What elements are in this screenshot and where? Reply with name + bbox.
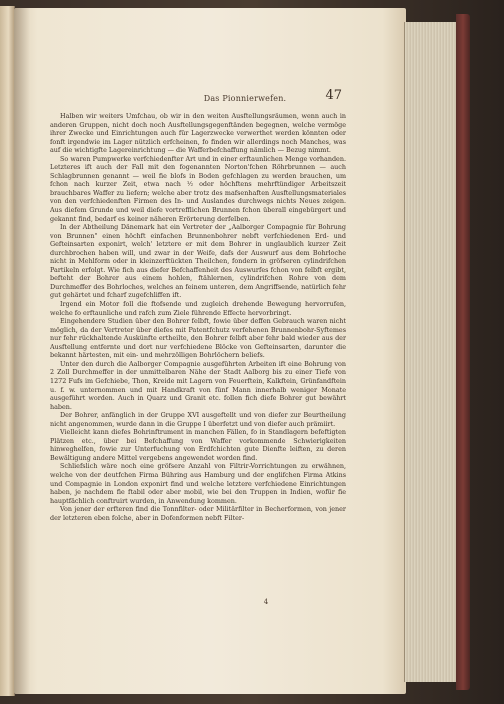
gutter-shadow [14,8,30,694]
paragraph: Schliefslich wäre noch eine gröfsere Anzahl von Filtrir-Vorrichtungen zu erwähnen, welche von der deutfchen Firma Bühring aus Hamburg und der englifchen Firma Atkins und Compagnie in London exponirt find und welche letztere verfchiedene Einrichtungen haben, je nachdem fie ftabil oder aber mobil, wie bei den Truppen in Indien, wofür fie hauptfächlich conftruirt wurden, in Anwendung kommen. [50,462,346,505]
paragraph: In der Abtheilung Dänemark hat ein Vertreter der „Aalborger Compagnie für Bohrung von Brunnen" einen höchft einfachen Brunnenbohrer nebft verfchiedenen Erd- und Gefteinsarten exponirt, welch' letztere er mit dem Bohrer in unglaublich kurzer Zeit durchbrochen haben will, und zwar in der Weife, dafs der Auswurf aus dem Bohrloche nicht in Mehlform oder in kleinzerftückten Theilchen, fondern in gröfseren cylindrifchen Partikeln erfolgt. Wie fich aus diefer Befchaffenheit des Auswurfes fchon von felbft ergibt, befteht der Bohrer aus einem hohlen, ftählernen, cylindrifchen Rohre von dem Durchmeffer des Bohrloches, welches an feinem unteren, dem Angriffsende, natürlich fehr gut gehärtet und fcharf zugefchliffen ift. [50,223,346,300]
paragraph: Der Bohrer, anfänglich in der Gruppe XVI ausgeftellt und von diefer zur Beurtheilung nicht angenommen, wurde dann in die Gruppe I überfetzt und von diefer auch prämiirt. [50,411,346,428]
signature-mark: 4 [263,598,269,606]
paragraph: Vielleicht kann diefes Bohrinftrument in manchen Fällen, fo in Standlagern befeftigten Plätzen etc., über bei Befchaffung von Waffer vorkommende Schwierigkeiten hinweghelfen, fowie zur Unterfuchung von Erdfchichten gute Dienfte leiften, zu deren Bewältigung andere Mittel vergebens angewendet worden find. [50,428,346,462]
paragraph: Halben wir weiters Umfchau, ob wir in den weiten Ausftellungsräumen, wenn auch in anderen Gruppen, nicht doch noch Ausftellungsgegenftänden begegnen, welche vermöge ihrer Zwecke und Einrichtungen auch für Lagerzwecke verwerthet werden könnten oder fonft irgendwie im Lager nützlich erfcheinen, fo finden wir allerdings noch Manches, was auf die wichtigfte Lagereinrichtung — die Wafferbefchaffung nämlich — Bezug nimmt. [50,112,346,155]
paragraph: Von jener der erfteren find die Tonnfilter- oder Militärfilter in Becherformen, von jener der letzteren eben folche, aber in Dofenformen nebft Filter- [50,505,346,522]
running-head: Das Pionnierwefen. [203,94,287,103]
paragraph: So waren Pumpwerke verfchiedenfter Art und in einer erftaunlichen Menge vorhanden. Letzteres ift auch der Fall mit den fogenannten Norton'fchen Röhrbrunnen — auch Schlagbrunnen genannt — weil fie blofs in Boden gefchlagen zu werden brauchen, um fchon nach kurzer Zeit, etwa nach ½ oder höchftens mehrftündiger Arbeitszeit brauchbares Waffer zu liefern; welche aber trotz des mafsenhaften Ausftellungsmateriales von den verfchiedenften Firmen des In- und Auslandes durchwegs nichts Neues zeigen. Aus diefem Grunde und weil diefe vortrefflichen Brunnen fchon überall eingebürgert und gekannt find, bedarf es keiner näheren Erörterung derfelben. [50,154,346,223]
book-cover-edge [456,14,470,690]
page-fore-edge [404,22,457,682]
paragraph: Eingehendere Studien über den Bohrer felbft, fowie über deffen Gebrauch waren nicht möglich, da der Vertreter über diefes mit Patentfchutz verfehenen Brunnenbohr-Syftemes nur fehr rückhaltende Auskünfte ertheilte, den Bohrer felbft aber fehr bald wieder aus der Ausftellung entfernte und dort nur verfchiedene Blöcke von Gefteinsarten, darunter die bekannt härtesten, mit ein- und mehrzölligen Bohrlöchern beliefs. [50,317,346,360]
paragraph: Irgend ein Motor foll die ftofsende und zugleich drehende Bewegung hervorrufen, welche fo erftaunliche und rafch zum Ziele führende Effecte hervorbringt. [50,300,346,317]
paragraph: Unter den durch die Aalborger Compagnie ausgeführten Arbeiten ift eine Bohrung von 2 Zoll Durchmeffer in der unmittelbaren Nähe der Stadt Aalborg bis zu einer Tiefe von 1272 Fufs im Gefchiebe, Thon, Kreide mit Lagern von Feuerftein, Kalkftein, Grünfandftein u. f. w. unternommen und mit Handkraft von fünf Mann innerhalb weniger Monate ausgeführt worden. Auch in Quarz und Granit etc. follen fich diefe Bohrer gut bewährt haben. [50,359,346,411]
left-page-edge [0,6,15,696]
body-text [50,112,346,632]
page-number: 47 [325,88,342,103]
